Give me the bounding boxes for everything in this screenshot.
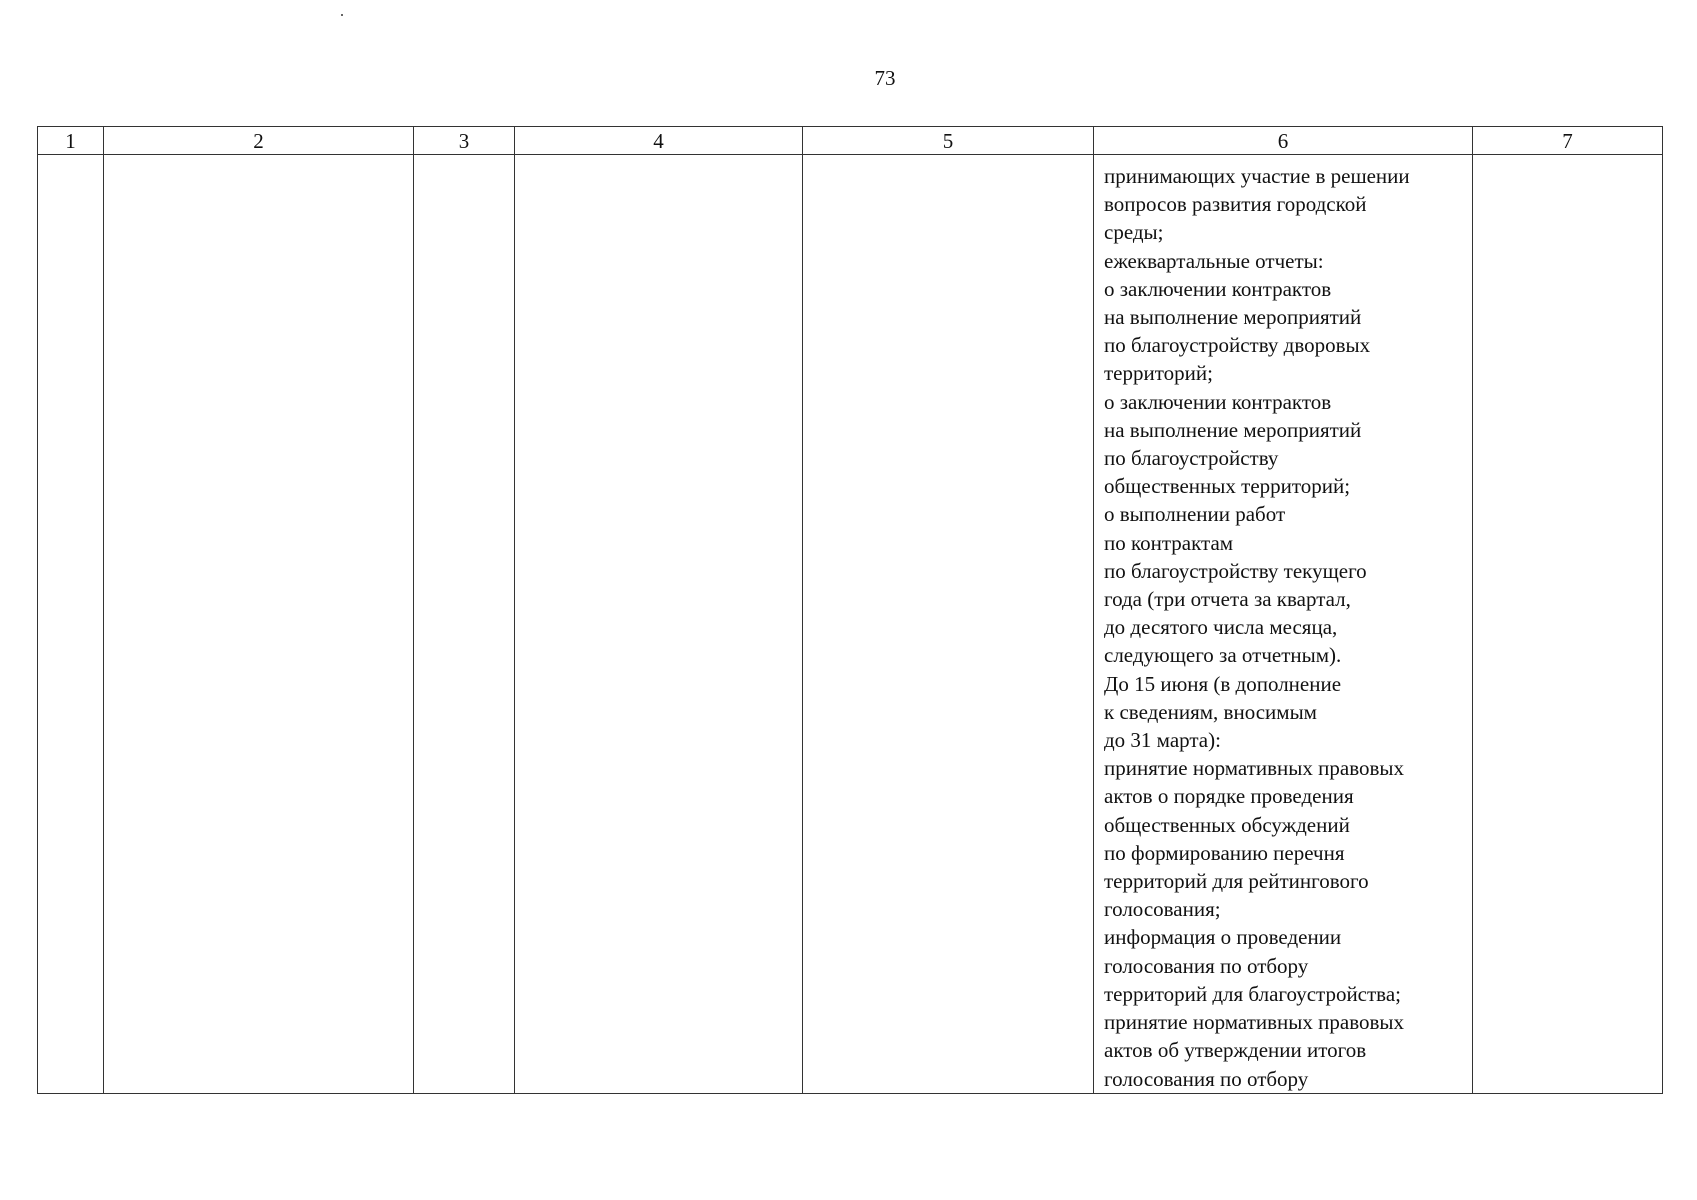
header-row bbox=[38, 127, 1663, 155]
cell-col-6-text bbox=[1094, 155, 1472, 1093]
cell-col-6-line: на выполнение мероприятий bbox=[1104, 417, 1362, 442]
cell-col-6-line: До 15 июня (в дополнение bbox=[1104, 671, 1342, 696]
column-header-4: 4 bbox=[515, 127, 803, 155]
column-header-1: 1 bbox=[38, 127, 104, 155]
cell-col-6-line: информация о проведении bbox=[1104, 925, 1342, 950]
cell-col-6-line: года (три отчета за квартал, bbox=[1104, 587, 1351, 612]
column-header-2: 2 bbox=[104, 127, 414, 155]
cell-col-6-line: среды; bbox=[1104, 220, 1164, 245]
cell-col-2 bbox=[104, 155, 414, 1094]
cell-col-6-line: о заключении контрактов bbox=[1104, 389, 1332, 414]
table-row bbox=[38, 155, 1663, 1094]
cell-col-6-line: территорий для благоустройства; bbox=[1104, 981, 1401, 1006]
cell-col-1 bbox=[38, 155, 104, 1094]
column-header-6: 6 bbox=[1094, 127, 1473, 155]
cell-col-6-line: о выполнении работ bbox=[1104, 502, 1286, 527]
cell-col-6-line: на выполнение мероприятий bbox=[1104, 305, 1362, 330]
cell-col-6-line: к сведениям, вносимым bbox=[1104, 699, 1317, 724]
cell-col-6-line: следующего за отчетным). bbox=[1104, 643, 1342, 668]
cell-col-6-line: территорий; bbox=[1104, 361, 1213, 386]
cell-col-6-line: по благоустройству bbox=[1104, 446, 1279, 471]
cell-col-6-line: по контрактам bbox=[1104, 530, 1234, 555]
cell-col-6-line: голосования; bbox=[1104, 897, 1221, 922]
cell-col-6-line: территорий для рейтингового bbox=[1104, 869, 1369, 894]
scan-speck bbox=[341, 14, 343, 16]
cell-col-6-line: о заключении контрактов bbox=[1104, 276, 1332, 301]
cell-col-4 bbox=[515, 155, 803, 1094]
column-header-5: 5 bbox=[803, 127, 1094, 155]
cell-col-6 bbox=[1094, 155, 1473, 1094]
cell-col-6-line: по формированию перечня bbox=[1104, 840, 1345, 865]
cell-col-6-line: до 31 марта): bbox=[1104, 728, 1221, 753]
cell-col-6-line: по благоустройству дворовых bbox=[1104, 333, 1371, 358]
cell-col-5 bbox=[803, 155, 1094, 1094]
cell-col-6-line: актов о порядке проведения bbox=[1104, 784, 1354, 809]
cell-col-6-line: голосования по отбору bbox=[1104, 953, 1309, 978]
cell-col-6-line: актов об утверждении итогов bbox=[1104, 1038, 1367, 1063]
cell-col-6-line: общественных территорий; bbox=[1104, 474, 1351, 499]
cell-col-6-line: по благоустройству текущего bbox=[1104, 558, 1367, 583]
page-number: 73 bbox=[874, 66, 896, 90]
cell-col-6-line: до десятого числа месяца, bbox=[1104, 615, 1338, 640]
cell-col-6-line: принятие нормативных правовых bbox=[1104, 1010, 1404, 1035]
document-table bbox=[37, 126, 1663, 1094]
cell-col-6-line: голосования по отбору bbox=[1104, 1066, 1309, 1091]
cell-col-6-line: вопросов развития городской bbox=[1104, 192, 1367, 217]
cell-col-3 bbox=[414, 155, 515, 1094]
column-header-7: 7 bbox=[1473, 127, 1663, 155]
cell-col-6-line: ежеквартальные отчеты: bbox=[1104, 248, 1324, 273]
column-header-3: 3 bbox=[414, 127, 515, 155]
cell-col-7 bbox=[1473, 155, 1663, 1094]
cell-col-6-line: принимающих участие в решении bbox=[1104, 164, 1410, 188]
cell-col-6-line: принятие нормативных правовых bbox=[1104, 756, 1404, 781]
cell-col-6-line: общественных обсуждений bbox=[1104, 812, 1350, 837]
